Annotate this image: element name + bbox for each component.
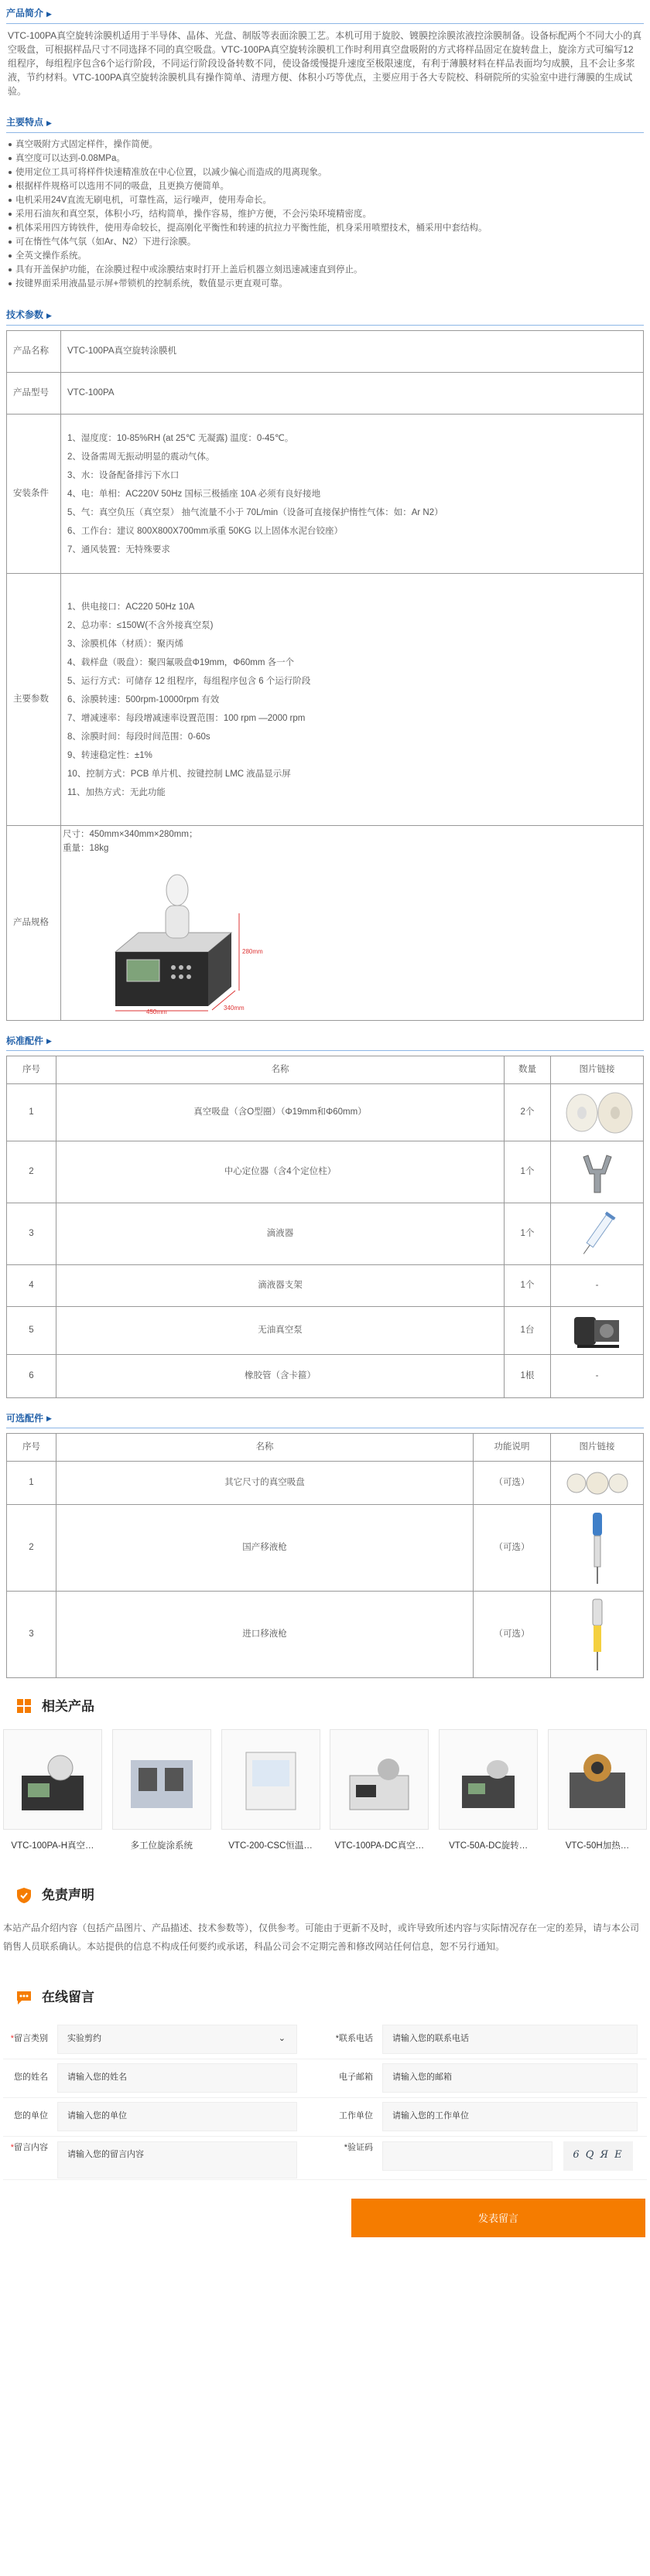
related-product-card[interactable]: 多工位旋涂系统 bbox=[112, 1729, 211, 1853]
content-textarea[interactable]: 请输入您的留言内容 bbox=[57, 2141, 297, 2179]
svg-text:450mm: 450mm bbox=[146, 1008, 167, 1014]
vacuum-pump-image[interactable] bbox=[566, 1309, 628, 1353]
table-row: 2 中心定位器（含4个定位柱） 1个 bbox=[7, 1141, 644, 1203]
message-type-select[interactable]: 实验剪约 ⌄ bbox=[57, 2025, 297, 2054]
svg-text:280mm: 280mm bbox=[242, 947, 263, 955]
related-product-card[interactable]: VTC-200-CSC恒温… bbox=[221, 1729, 320, 1853]
table-row: 6 橡胶管（含卡箍） 1根 - bbox=[7, 1355, 644, 1398]
syringe-image[interactable] bbox=[574, 1207, 621, 1261]
main-parameters: 1、供电接口：AC220 50Hz 10A 2、总功率：≤150W(不含外接真空泵) 3、涂膜机体（材质）：聚丙烯 4、载样盘（吸盘）：聚四氟吸盘Φ19mm，Φ60mm 各一个 5、运行方式：可储存 12 组程序，每组程序包含 6 个运行阶段 6、涂膜转速：500rpm-10000rpm 有效 7、增减速率：每段增减速率设置范围：100 rpm —2000 rpm 8、涂膜时间：每段时间范围：0-60s 9、转速稳定性：±1% 10、控制方式：PCB 单片机、按键控制 LMC 液晶显示屏 11、加热方式：无此功能 bbox=[61, 574, 644, 826]
workplace-input[interactable]: 请输入您的工作单位 bbox=[382, 2102, 638, 2131]
related-product-card[interactable]: VTC-50H加热… bbox=[548, 1729, 647, 1853]
message-form: *留言类别 实验剪约 ⌄ *联系电话 请输入您的联系电话 您的姓名 请输入您的姓名 电子邮箱 请输入您的邮箱 您的单位 请输入您的单位 工作单位 请输入您的工作单位 *留言内容 请输入您的留言内容 *验证码 6 Q Я E 发表留言 bbox=[0, 2021, 650, 2237]
disclaimer-heading: 免责声明 bbox=[0, 1872, 650, 1919]
related-products bbox=[0, 1729, 650, 1853]
specs-heading: 技术参数 ▶ bbox=[6, 309, 52, 321]
table-row: 4 滴液器支架 1个 - bbox=[7, 1265, 644, 1307]
install-conditions: 1、湿度度：10-85%RH (at 25℃ 无凝露) 温度：0-45℃。 2、设备需周无振动明显的震动气体。 3、水：设备配备排污下水口 4、电：单相：AC220V 50Hz 国标三极插座 10A 必须有良好接地 5、气：真空负压（真空泵） 抽气流量不小于 70L/min（设备可直接保护惰性气体：如：Ar N2） 6、工作台：建议 800X800X700mm承重 50KG 以上固体水泥台铰座） 7、通风装置：无特殊要求 bbox=[61, 415, 644, 574]
table-row: 3 滴液器 1个 bbox=[7, 1203, 644, 1265]
feature-item: 根据样件规格可以选用不同的吸盘，且更换方便简单。 bbox=[8, 179, 642, 193]
table-row: 1 真空吸盘（含O型圈）（Φ19mm和Φ60mm） 2个 bbox=[7, 1084, 644, 1141]
related-product-card[interactable]: VTC-100PA-H真空… bbox=[3, 1729, 102, 1853]
feature-item: 采用石油灰和真空泵，体积小巧，结构简单，操作容易，维护方便，不会污染环境精密度。 bbox=[8, 207, 642, 221]
feature-item: 电机采用24V直流无刷电机，可靠性高，运行噪声，使用寿命长。 bbox=[8, 193, 642, 207]
feature-item: 具有开盖保护功能，在涂膜过程中或涂膜结束时打开上盖后机器立刻迅速减速直到停止。 bbox=[8, 263, 642, 277]
imported-pipette-image[interactable] bbox=[582, 1596, 613, 1674]
captcha-input[interactable] bbox=[382, 2141, 552, 2171]
table-row: 1 其它尺寸的真空吸盘 （可选） bbox=[7, 1462, 644, 1505]
captcha-image[interactable]: 6 Q Я E bbox=[563, 2141, 633, 2171]
company-input[interactable]: 请输入您的单位 bbox=[57, 2102, 297, 2131]
name-input[interactable]: 请输入您的姓名 bbox=[57, 2063, 297, 2093]
standard-accessories-table: 序号 名称 数量 图片链接 1 真空吸盘（含O型圈）（Φ19mm和Φ60mm） 2个 2 中心定位器（含4个定位柱） 1个 3 滴液器 1个 4 滴液器支架 1个 - 5 无油真空泵 1台 6 橡胶管（含卡箍） 1根 - bbox=[6, 1056, 644, 1398]
triangle-icon: ▶ bbox=[46, 1036, 52, 1045]
triangle-icon: ▶ bbox=[46, 118, 52, 127]
chat-icon bbox=[15, 1989, 32, 2006]
spec-table: 产品名称 VTC-100PA真空旋转涂膜机 产品型号 VTC-100PA 安装条件 1、湿度度：10-85%RH (at 25℃ 无凝露) 温度：0-45℃。 2、设备需周无振动明显的震动气体。 3、水：设备配备排污下水口 4、电：单相：AC220V 50Hz 国标三极插座 10A 必须有良好接地 5、气：真空负压（真空泵） 抽气流量不小于 70L/min（设备可直接保护惰性气体：如：Ar N2） 6、工作台：建议 800X800X700mm承重 50KG 以上固体水泥台铰座） 7、通风装置：无特殊要求 主要参数 1、供电接口：AC220 50Hz 10A 2、总功率：≤150W(不含外接真空泵) 3、涂膜机体（材质）：聚丙烯 4、载样盘（吸盘）：聚四氟吸盘Φ19mm，Φ60mm 各一个 5、运行方式：可储存 12 组程序，每组程序包含 6 个运行阶段 6、涂膜转速：500rpm-10000rpm 有效 7、增减速率：每段增减速率设置范围：100 rpm —2000 rpm 8、涂膜时间：每段时间范围：0-60s 9、转速稳定性：±1% 10、控制方式：PCB 单片机、按键控制 LMC 液晶显示屏 11、加热方式：无此功能 产品规格 尺寸：450mm×340mm×280mm； 重量：18kg 280mm 340mm 450mm bbox=[6, 330, 644, 1021]
pipette-image[interactable] bbox=[582, 1510, 613, 1587]
vacuum-chucks-image[interactable] bbox=[563, 1468, 632, 1499]
table-row: 3 进口移液枪 （可选） bbox=[7, 1592, 644, 1678]
disclaimer-text: 本站产品介绍内容（包括产品图片、产品描述、技术参数等），仅供参考。可能由于更新不及时，或许导致所述内容与实际情况存在一定的差异，请与本公司销售人员联系确认。本站提供的信息不构成任何要约或承诺，科晶公司会不定期完善和修改网站任何信息，恕不另行通知。 bbox=[3, 1922, 640, 1952]
triangle-icon: ▶ bbox=[46, 311, 52, 319]
intro-heading: 产品简介 ▶ bbox=[6, 8, 52, 19]
feature-item: 可在惰性气体气氛（如Ar、N2）下进行涂膜。 bbox=[8, 235, 642, 249]
optional-accessories-table: 序号 名称 功能说明 图片链接 1 其它尺寸的真空吸盘 （可选） 2 国产移液枪 （可选） 3 进口移液枪 （可选） bbox=[6, 1433, 644, 1678]
product-drawing-cell: 尺寸：450mm×340mm×280mm； 重量：18kg 280mm 340mm 450mm bbox=[61, 826, 644, 1021]
feature-item: 按键界面采用液晶显示屏+带锁机的控制系统，数值显示更直观可靠。 bbox=[8, 277, 642, 291]
related-product-card[interactable]: VTC-50A-DC旋转… bbox=[439, 1729, 538, 1853]
optional-heading: 可选配件 ▶ bbox=[6, 1412, 52, 1424]
submit-button[interactable]: 发表留言 bbox=[351, 2199, 645, 2237]
phone-input[interactable]: 请输入您的联系电话 bbox=[382, 2025, 638, 2054]
feature-item: 机体采用四方铸铁件，使用寿命较长，提高刚化平衡性和转速的抗拉力平衡性能，机身采用喷塑技术，桶采用中套结构。 bbox=[8, 221, 642, 235]
email-input[interactable]: 请输入您的邮箱 bbox=[382, 2063, 638, 2093]
triangle-icon: ▶ bbox=[46, 9, 52, 18]
triangle-icon: ▶ bbox=[46, 1414, 52, 1422]
chevron-down-icon: ⌄ bbox=[278, 2034, 286, 2044]
standard-heading: 标准配件 ▶ bbox=[6, 1035, 52, 1046]
feature-item: 全英文操作系统。 bbox=[8, 249, 642, 263]
table-row: 2 国产移液枪 （可选） bbox=[7, 1505, 644, 1592]
center-locator-image[interactable] bbox=[574, 1149, 621, 1196]
grid-icon bbox=[15, 1697, 32, 1714]
shield-icon bbox=[15, 1887, 32, 1904]
svg-text:340mm: 340mm bbox=[224, 1004, 245, 1012]
related-heading: 相关产品 bbox=[0, 1683, 650, 1729]
table-row: 5 无油真空泵 1台 bbox=[7, 1307, 644, 1355]
feature-item: 真空度可以达到-0.08MPa。 bbox=[8, 152, 642, 165]
features-list bbox=[6, 138, 644, 291]
related-product-card[interactable]: VTC-100PA-DC真空… bbox=[330, 1729, 429, 1853]
message-heading: 在线留言 bbox=[0, 1974, 650, 2021]
features-heading: 主要特点 ▶ bbox=[6, 117, 52, 128]
intro-text: VTC-100PA真空旋转涂膜机适用于半导体、晶体、光盘、制版等表面涂膜工艺。本机可用于旋胶、镀膜控涂膜浓液控涂膜制备。设备标配两个不同大小的真空吸盘，可根据样品尺寸不同选择不同的真空吸盘。VTC-100PA真空旋转涂膜机工作时利用真空盘吸附的方式将样品固定在旋转盘上，旋涂方式可编写12组程序，每组程序包含6个运行阶段，不同运行阶段设备转数不同，使设备缓慢提升速度至极限速度，有利于薄膜材料在样品表面均匀成膜，且不会让多浆液，节约材料。VTC-100PA真空旋转涂膜机具有操作简单、清理方便、体积小巧等优点，主要应用于各大专院校、科研院所的实验室中进行薄膜的生成试验。 bbox=[8, 30, 642, 97]
feature-item: 真空吸附方式固定样件，操作简便。 bbox=[8, 138, 642, 152]
product-dimension-drawing bbox=[92, 859, 270, 1014]
vacuum-chuck-image[interactable] bbox=[555, 1090, 640, 1136]
feature-item: 使用定位工具可将样件快速精准放在中心位置，以减少偏心而造成的甩离现象。 bbox=[8, 165, 642, 179]
